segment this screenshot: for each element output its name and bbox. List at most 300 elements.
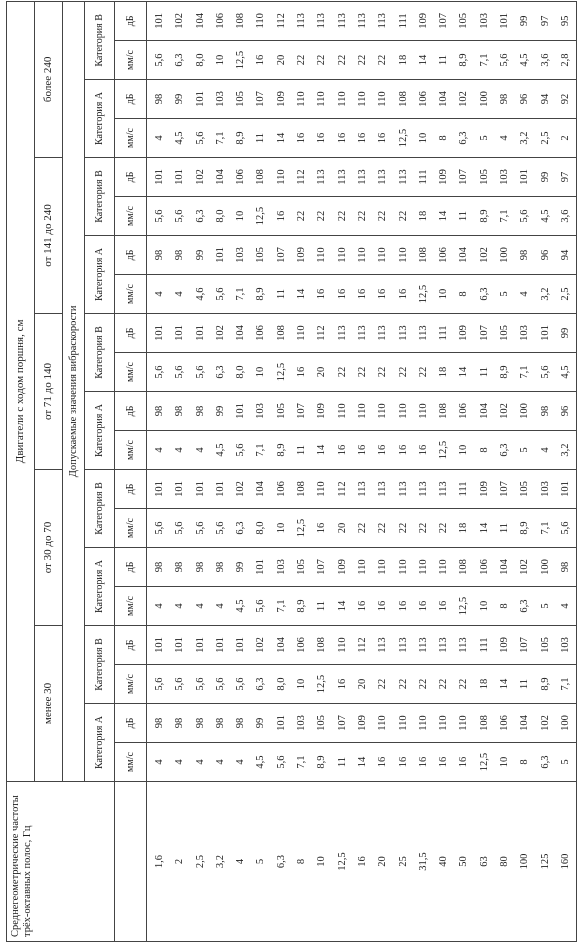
data-cell: 110 (377, 247, 389, 263)
unit-header: мм/с (115, 275, 147, 314)
data-cell: 110 (356, 91, 368, 107)
data-cell: 109 (458, 325, 470, 341)
data-cell: 8,9 (519, 521, 531, 535)
freq-value: 80 (499, 856, 511, 867)
data-cell: 102 (458, 91, 470, 107)
data-cell: 102 (174, 12, 186, 29)
data-cell: 108 (235, 12, 247, 29)
group-header: менее 30 (35, 626, 63, 782)
data-cell: 5,6 (174, 521, 186, 535)
data-cell: 14 (336, 600, 348, 612)
rotated-table-container (6, 2, 571, 942)
freq-value: 20 (377, 856, 389, 867)
data-cell: 20 (275, 54, 287, 66)
data-cell: 8,0 (275, 677, 287, 691)
data-cell: 4 (174, 603, 186, 609)
data-cell: 101 (214, 637, 226, 653)
freq-value: 10 (316, 856, 328, 867)
data-cell: 16 (397, 288, 409, 300)
data-cell: 96 (539, 249, 551, 261)
data-cell: 112 (296, 169, 308, 185)
unit-header: мм/с (115, 587, 147, 626)
data-column (147, 626, 577, 665)
data-cell: 113 (377, 169, 389, 185)
data-cell: 16 (458, 756, 470, 768)
data-cell: 109 (275, 91, 287, 107)
data-column (147, 353, 577, 392)
data-cell: 7,1 (296, 755, 308, 769)
data-cell: 5,6 (214, 521, 226, 535)
data-cell: 8 (499, 603, 511, 609)
data-cell: 107 (296, 403, 308, 419)
data-column (147, 197, 577, 236)
data-cell: 4 (194, 603, 206, 609)
data-cell: 107 (316, 559, 328, 575)
data-cell: 111 (458, 481, 470, 497)
data-cell: 101 (174, 481, 186, 497)
data-cell: 14 (458, 366, 470, 378)
data-cell: 102 (194, 169, 206, 185)
data-cell: 20 (316, 366, 328, 378)
data-cell: 113 (377, 325, 389, 341)
data-cell: 102 (235, 481, 247, 497)
freq-value: 63 (478, 856, 490, 867)
unit-header: мм/с (115, 665, 147, 704)
data-cell: 107 (519, 637, 531, 653)
data-cell: 108 (316, 637, 328, 653)
data-cell: 16 (377, 444, 389, 456)
data-cell: 20 (356, 678, 368, 690)
data-cell: 6,3 (499, 443, 511, 457)
data-cell: 4,5 (539, 209, 551, 223)
unit-header: мм/с (115, 353, 147, 392)
data-cell: 110 (458, 715, 470, 731)
data-cell: 14 (356, 756, 368, 768)
unit-header: мм/с (115, 41, 147, 80)
data-cell: 110 (397, 559, 409, 575)
data-cell: 5,6 (275, 755, 287, 769)
data-cell: 103 (478, 12, 490, 29)
data-cell: 99 (174, 93, 186, 105)
data-cell: 16 (356, 132, 368, 144)
data-cell: 113 (316, 13, 328, 29)
data-cell: 111 (397, 13, 409, 29)
data-cell: 113 (417, 637, 429, 653)
data-cell: 103 (275, 559, 287, 575)
data-cell: 14 (296, 288, 308, 300)
data-cell: 22 (377, 54, 389, 66)
data-cell: 98 (235, 717, 247, 729)
data-cell: 103 (539, 481, 551, 497)
data-cell: 16 (397, 444, 409, 456)
data-cell: 3,6 (559, 209, 571, 223)
data-cell: 112 (316, 325, 328, 341)
data-cell: 5,6 (194, 365, 206, 379)
data-cell: 5,6 (519, 209, 531, 223)
data-cell: 16 (336, 444, 348, 456)
data-cell: 14 (438, 210, 450, 222)
data-cell: 5,6 (194, 521, 206, 535)
data-cell: 97 (559, 171, 571, 183)
data-cell: 103 (296, 715, 308, 731)
data-cell: 18 (438, 366, 450, 378)
data-cell: 101 (194, 481, 206, 497)
data-cell: 112 (356, 637, 368, 653)
data-cell: 4 (235, 759, 247, 765)
data-cell: 5,6 (499, 53, 511, 67)
data-cell: 22 (417, 522, 429, 534)
data-cell: 113 (356, 481, 368, 497)
data-cell: 7,1 (214, 131, 226, 145)
data-cell: 109 (417, 12, 429, 29)
data-cell: 22 (296, 54, 308, 66)
data-cell: 110 (438, 559, 450, 575)
data-cell: 22 (417, 366, 429, 378)
data-cell: 106 (417, 91, 429, 107)
data-cell: 7,1 (519, 365, 531, 379)
data-cell: 8,9 (255, 287, 267, 301)
data-cell: 5,6 (194, 677, 206, 691)
data-cell: 5 (519, 447, 531, 453)
data-cell: 8,9 (275, 443, 287, 457)
data-cell: 113 (377, 637, 389, 653)
data-cell: 107 (336, 715, 348, 731)
data-cell: 98 (519, 249, 531, 261)
data-cell: 18 (458, 522, 470, 534)
data-cell: 94 (559, 249, 571, 261)
data-cell: 11 (519, 678, 531, 690)
data-cell: 22 (356, 210, 368, 222)
data-cell: 110 (417, 559, 429, 575)
unit-header: дБ (115, 470, 147, 509)
data-cell: 98 (154, 405, 165, 417)
data-cell: 8 (438, 135, 450, 141)
data-cell: 113 (397, 325, 409, 341)
data-cell: 11 (275, 288, 287, 300)
data-cell: 105 (296, 559, 308, 575)
data-cell: 104 (478, 403, 490, 419)
data-cell: 104 (255, 481, 267, 497)
data-cell: 105 (316, 715, 328, 731)
data-cell: 99 (194, 249, 206, 261)
data-column (147, 743, 577, 782)
data-cell: 5,6 (174, 677, 186, 691)
data-cell: 101 (539, 325, 551, 341)
data-cell: 104 (275, 637, 287, 653)
data-cell: 100 (539, 559, 551, 575)
data-cell: 110 (316, 247, 328, 263)
data-cell: 103 (559, 637, 571, 653)
data-cell: 110 (255, 13, 267, 29)
data-cell: 22 (397, 522, 409, 534)
data-cell: 16 (377, 288, 389, 300)
data-cell: 4,5 (214, 443, 226, 457)
data-cell: 11 (499, 522, 511, 534)
data-cell: 98 (559, 561, 571, 573)
data-cell: 6,3 (478, 287, 490, 301)
data-cell: 12,5 (478, 752, 490, 772)
data-cell: 105 (478, 169, 490, 185)
data-cell: 101 (519, 169, 531, 185)
data-cell: 105 (519, 481, 531, 497)
data-column (147, 1, 577, 40)
group-header: от 71 до 140 (35, 314, 63, 470)
data-cell: 113 (356, 169, 368, 185)
data-cell: 108 (275, 325, 287, 341)
data-cell: 5,6 (194, 131, 206, 145)
data-cell: 101 (174, 637, 186, 653)
data-cell: 98 (154, 717, 165, 729)
data-cell: 105 (539, 637, 551, 653)
data-cell: 4,5 (519, 53, 531, 67)
data-cell: 22 (336, 54, 348, 66)
data-cell: 106 (499, 715, 511, 731)
category-header: Категория В (85, 1, 115, 79)
data-cell: 98 (174, 249, 186, 261)
data-cell: 16 (438, 600, 450, 612)
freq-value: 6,3 (275, 854, 287, 869)
data-cell: 111 (478, 637, 490, 653)
data-column (147, 236, 577, 275)
data-column (147, 275, 577, 314)
data-cell: 22 (296, 210, 308, 222)
data-cell: 8,9 (235, 131, 247, 145)
data-cell: 107 (438, 12, 450, 29)
data-cell: 105 (275, 403, 287, 419)
data-cell: 3,2 (519, 131, 531, 145)
data-cell: 4,5 (255, 755, 267, 769)
data-cell: 5,6 (559, 521, 571, 535)
data-cell: 4,5 (235, 599, 247, 613)
data-cell: 11 (438, 54, 450, 66)
data-cell: 12,5 (275, 362, 287, 382)
data-cell: 108 (417, 247, 429, 263)
data-cell: 110 (377, 403, 389, 419)
data-cell: 99 (559, 327, 571, 339)
data-cell: 113 (356, 325, 368, 341)
data-cell: 108 (478, 715, 490, 731)
data-cell: 113 (438, 481, 450, 497)
data-cell: 12,5 (417, 284, 429, 304)
data-cell: 101 (559, 481, 571, 497)
data-cell: 6,3 (519, 599, 531, 613)
data-cell: 110 (377, 715, 389, 731)
freq-value: 160 (559, 853, 571, 870)
data-cell: 5,6 (174, 209, 186, 223)
data-cell: 102 (519, 559, 531, 575)
data-cell: 11 (458, 210, 470, 222)
data-cell: 102 (478, 247, 490, 263)
data-cell: 4 (154, 447, 165, 453)
data-cell: 103 (235, 247, 247, 263)
category-header: Категория В (85, 470, 115, 548)
data-cell: 5,6 (235, 443, 247, 457)
category-header: Категория А (85, 548, 115, 626)
data-cell: 16 (356, 288, 368, 300)
data-cell: 12,5 (397, 128, 409, 148)
data-cell: 11 (296, 444, 308, 456)
data-cell: 6,3 (214, 365, 226, 379)
data-cell: 106 (438, 247, 450, 263)
category-header: Категория А (85, 704, 115, 782)
data-cell: 104 (458, 247, 470, 263)
data-cell: 6,3 (255, 677, 267, 691)
data-cell: 7,1 (559, 677, 571, 691)
data-cell: 14 (417, 54, 429, 66)
data-cell: 113 (336, 169, 348, 185)
data-cell: 6,3 (194, 209, 206, 223)
data-cell: 99 (235, 561, 247, 573)
data-cell: 98 (194, 561, 206, 573)
data-cell: 10 (235, 210, 247, 222)
data-column (147, 119, 577, 158)
data-cell: 110 (336, 247, 348, 263)
data-cell: 105 (255, 247, 267, 263)
data-cell: 100 (559, 715, 571, 731)
data-cell: 108 (438, 403, 450, 419)
data-cell: 5,6 (214, 287, 226, 301)
freq-value: 16 (356, 856, 368, 867)
data-cell: 98 (499, 93, 511, 105)
data-cell: 2,8 (559, 53, 571, 67)
data-cell: 109 (438, 169, 450, 185)
data-cell: 109 (478, 481, 490, 497)
data-cell: 100 (519, 403, 531, 419)
data-cell: 3,2 (559, 443, 571, 457)
data-cell: 95 (559, 15, 571, 27)
data-cell: 98 (539, 405, 551, 417)
data-cell: 113 (296, 13, 308, 29)
data-cell: 22 (336, 366, 348, 378)
data-cell: 102 (214, 325, 226, 341)
data-cell: 101 (499, 12, 511, 29)
allowed-header: Допускаемые значения вибраскорости (63, 1, 85, 781)
data-cell: 106 (275, 481, 287, 497)
data-cell: 106 (458, 403, 470, 419)
data-cell: 109 (499, 637, 511, 653)
data-cell: 16 (255, 54, 267, 66)
freq-column (147, 782, 577, 942)
data-cell: 99 (519, 15, 531, 27)
data-cell: 5,6 (154, 365, 165, 379)
data-cell: 12,5 (316, 674, 328, 694)
data-cell: 22 (316, 54, 328, 66)
data-cell: 16 (438, 756, 450, 768)
data-cell: 109 (356, 715, 368, 731)
data-cell: 4 (174, 291, 186, 297)
data-cell: 8,9 (499, 365, 511, 379)
group-header: от 30 до 70 (35, 470, 63, 626)
data-cell: 92 (559, 93, 571, 105)
data-cell: 111 (417, 169, 429, 185)
data-cell: 108 (458, 559, 470, 575)
freq-value: 2 (174, 858, 186, 865)
data-cell: 113 (397, 637, 409, 653)
data-cell: 8,9 (478, 209, 490, 223)
data-cell: 8,9 (316, 755, 328, 769)
data-cell: 12,5 (438, 440, 450, 460)
freq-value: 100 (519, 853, 531, 870)
data-cell: 105 (499, 325, 511, 341)
category-header: Категория В (85, 626, 115, 704)
data-cell: 98 (174, 405, 186, 417)
data-cell: 5,6 (539, 365, 551, 379)
data-cell: 5,6 (154, 53, 165, 67)
data-cell: 16 (417, 444, 429, 456)
data-cell: 22 (356, 522, 368, 534)
data-cell: 107 (255, 91, 267, 107)
freq-value: 1,6 (154, 854, 165, 869)
data-cell: 108 (255, 169, 267, 185)
data-cell: 110 (296, 325, 308, 341)
data-cell: 7,1 (235, 287, 247, 301)
data-cell: 99 (539, 171, 551, 183)
data-cell: 106 (235, 169, 247, 185)
data-cell: 4 (519, 291, 531, 297)
data-cell: 16 (336, 678, 348, 690)
data-column (147, 665, 577, 704)
data-cell: 113 (356, 13, 368, 29)
data-cell: 105 (458, 12, 470, 29)
data-cell: 98 (154, 249, 165, 261)
unit-header: дБ (115, 548, 147, 587)
data-cell: 10 (438, 288, 450, 300)
data-cell: 107 (499, 481, 511, 497)
freq-value: 40 (438, 856, 450, 867)
data-cell: 101 (154, 169, 165, 185)
freq-value: 8 (296, 858, 308, 865)
freq-value: 3,2 (214, 854, 226, 869)
data-column (147, 431, 577, 470)
freq-value: 2,5 (194, 854, 206, 869)
data-cell: 104 (194, 12, 206, 29)
category-header: Категория А (85, 236, 115, 314)
data-column (147, 80, 577, 119)
data-cell: 8,0 (194, 53, 206, 67)
data-cell: 106 (296, 637, 308, 653)
data-cell: 7,1 (255, 443, 267, 457)
data-cell: 101 (154, 481, 165, 497)
data-cell: 109 (296, 247, 308, 263)
data-cell: 8 (478, 447, 490, 453)
data-cell: 110 (417, 715, 429, 731)
vibration-table (6, 1, 577, 942)
data-cell: 98 (214, 561, 226, 573)
data-cell: 110 (377, 91, 389, 107)
data-cell: 5,6 (154, 209, 165, 223)
data-cell: 106 (255, 325, 267, 341)
data-cell: 22 (377, 210, 389, 222)
data-cell: 110 (296, 91, 308, 107)
data-cell: 110 (336, 91, 348, 107)
data-cell: 7,1 (275, 599, 287, 613)
group-header: более 240 (35, 1, 63, 157)
unit-header: дБ (115, 158, 147, 197)
data-cell: 101 (275, 715, 287, 731)
unit-header: мм/с (115, 431, 147, 470)
data-cell: 113 (438, 637, 450, 653)
unit-header: дБ (115, 1, 147, 40)
unit-header: дБ (115, 392, 147, 431)
unit-header: дБ (115, 704, 147, 743)
data-cell: 104 (499, 559, 511, 575)
data-cell: 108 (296, 481, 308, 497)
data-cell: 10 (255, 366, 267, 378)
data-cell: 8 (458, 291, 470, 297)
data-cell: 5 (499, 291, 511, 297)
data-cell: 101 (235, 403, 247, 419)
data-cell: 4 (559, 603, 571, 609)
